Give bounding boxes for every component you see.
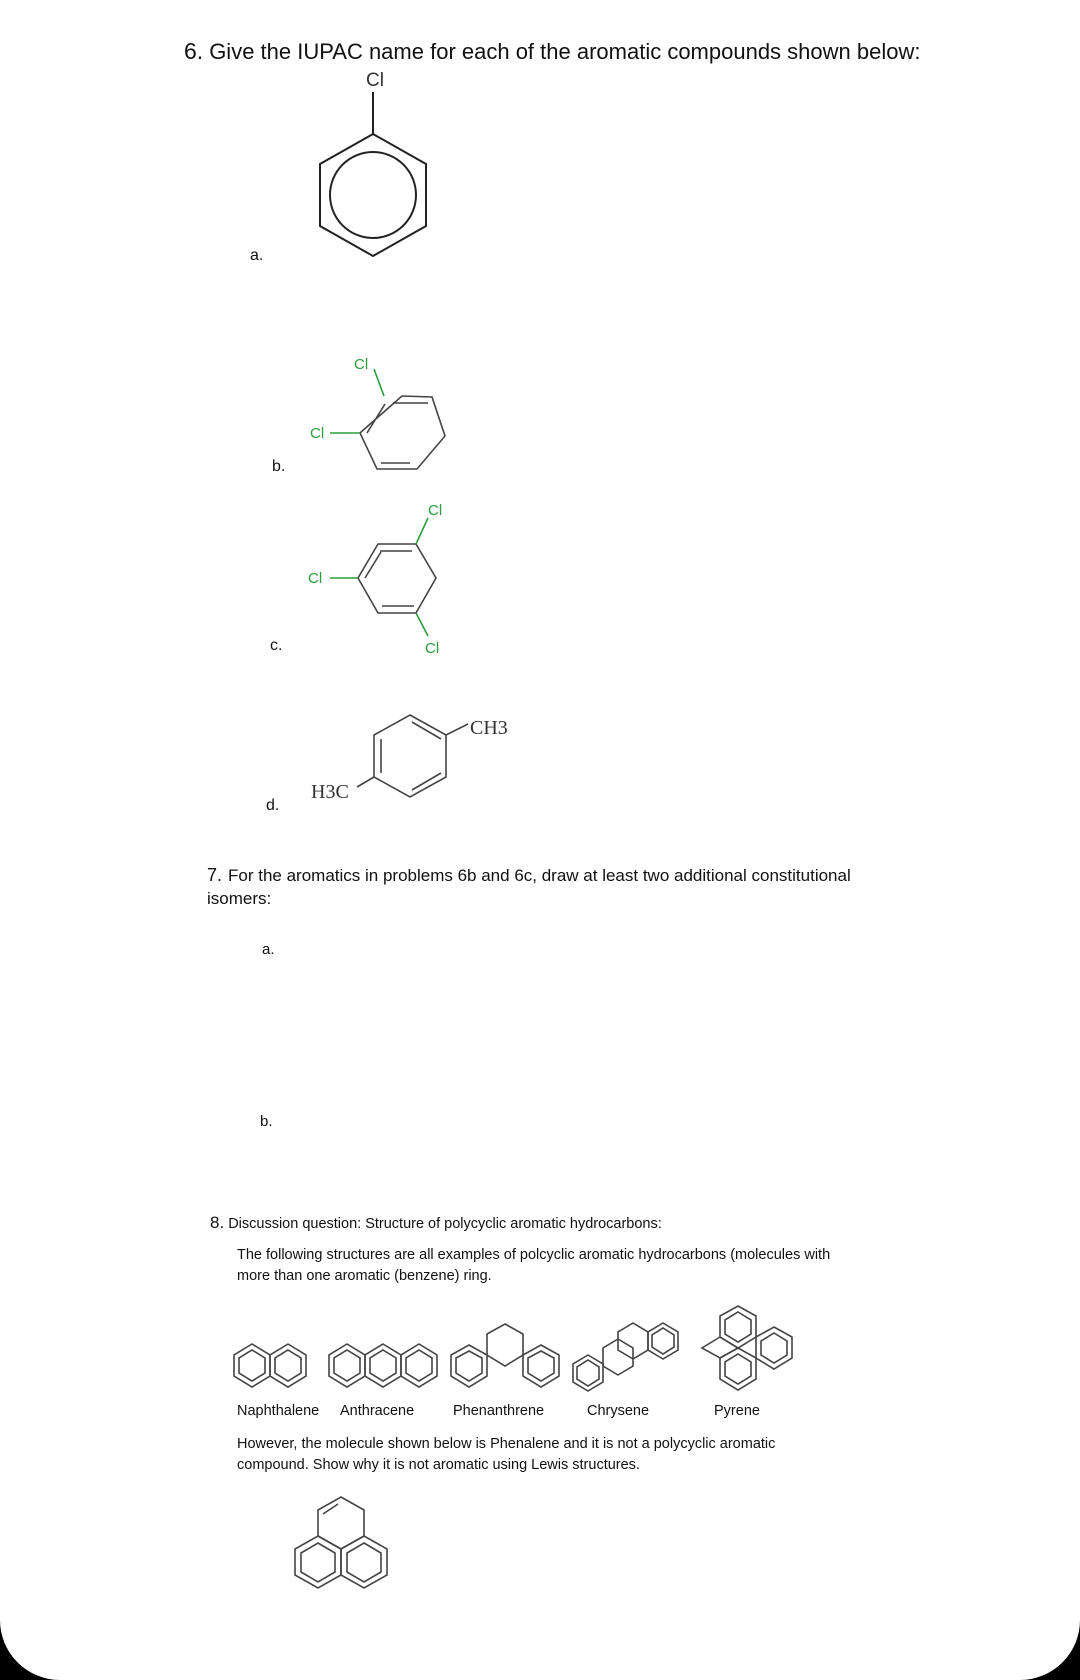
pah-name-chrysene: Chrysene	[587, 1403, 650, 1419]
struct-d-h3c-label: H3C	[311, 781, 349, 803]
q6-label-d: d.	[266, 797, 280, 814]
struct-c-cl-bottom: Cl	[425, 640, 440, 657]
q7-label-b: b.	[260, 1113, 273, 1130]
pah-name-pyrene: Pyrene	[714, 1403, 760, 1419]
pah-name-naphthalene: Naphthalene	[237, 1403, 320, 1419]
struct-c-cl-top: Cl	[428, 502, 443, 519]
pah-name-anthracene: Anthracene	[340, 1403, 415, 1419]
question-7-text: For the aromatics in problems 6b and 6c, draw at least two additional constitutional isomers:	[207, 866, 851, 908]
struct-b-cl-left: Cl	[310, 425, 325, 442]
struct-a-cl-label: Cl	[366, 70, 384, 91]
q6-label-b: b.	[272, 458, 286, 475]
pah-name-phenanthrene: Phenanthrene	[453, 1403, 545, 1419]
q6-label-a: a.	[250, 247, 264, 264]
q7-label-a: a.	[262, 941, 275, 958]
struct-c-cl-left: Cl	[308, 570, 323, 587]
question-8-number: 8.	[210, 1213, 225, 1232]
question-6-text: Give the IUPAC name for each of the aromatic compounds shown below:	[209, 39, 921, 64]
q8-paragraph-2: However, the molecule shown below is Phenalene and it is not a polycyclic aromatic compound. Show why it is not aromatic using Lewis structures.	[237, 1436, 776, 1473]
q8-paragraph-1: The following structures are all examples of polcyclic aromatic hydrocarbons (molecules with more than one aromatic (benzene) ring.	[237, 1247, 831, 1284]
struct-d-ch3-label: CH3	[470, 717, 508, 739]
question-6-number: 6.	[184, 38, 204, 64]
q6-label-c: c.	[270, 637, 283, 654]
struct-b-cl-top: Cl	[354, 356, 369, 373]
question-7-number: 7.	[207, 865, 223, 885]
question-8-text: Discussion question: Structure of polycyclic aromatic hydrocarbons:	[228, 1216, 662, 1232]
